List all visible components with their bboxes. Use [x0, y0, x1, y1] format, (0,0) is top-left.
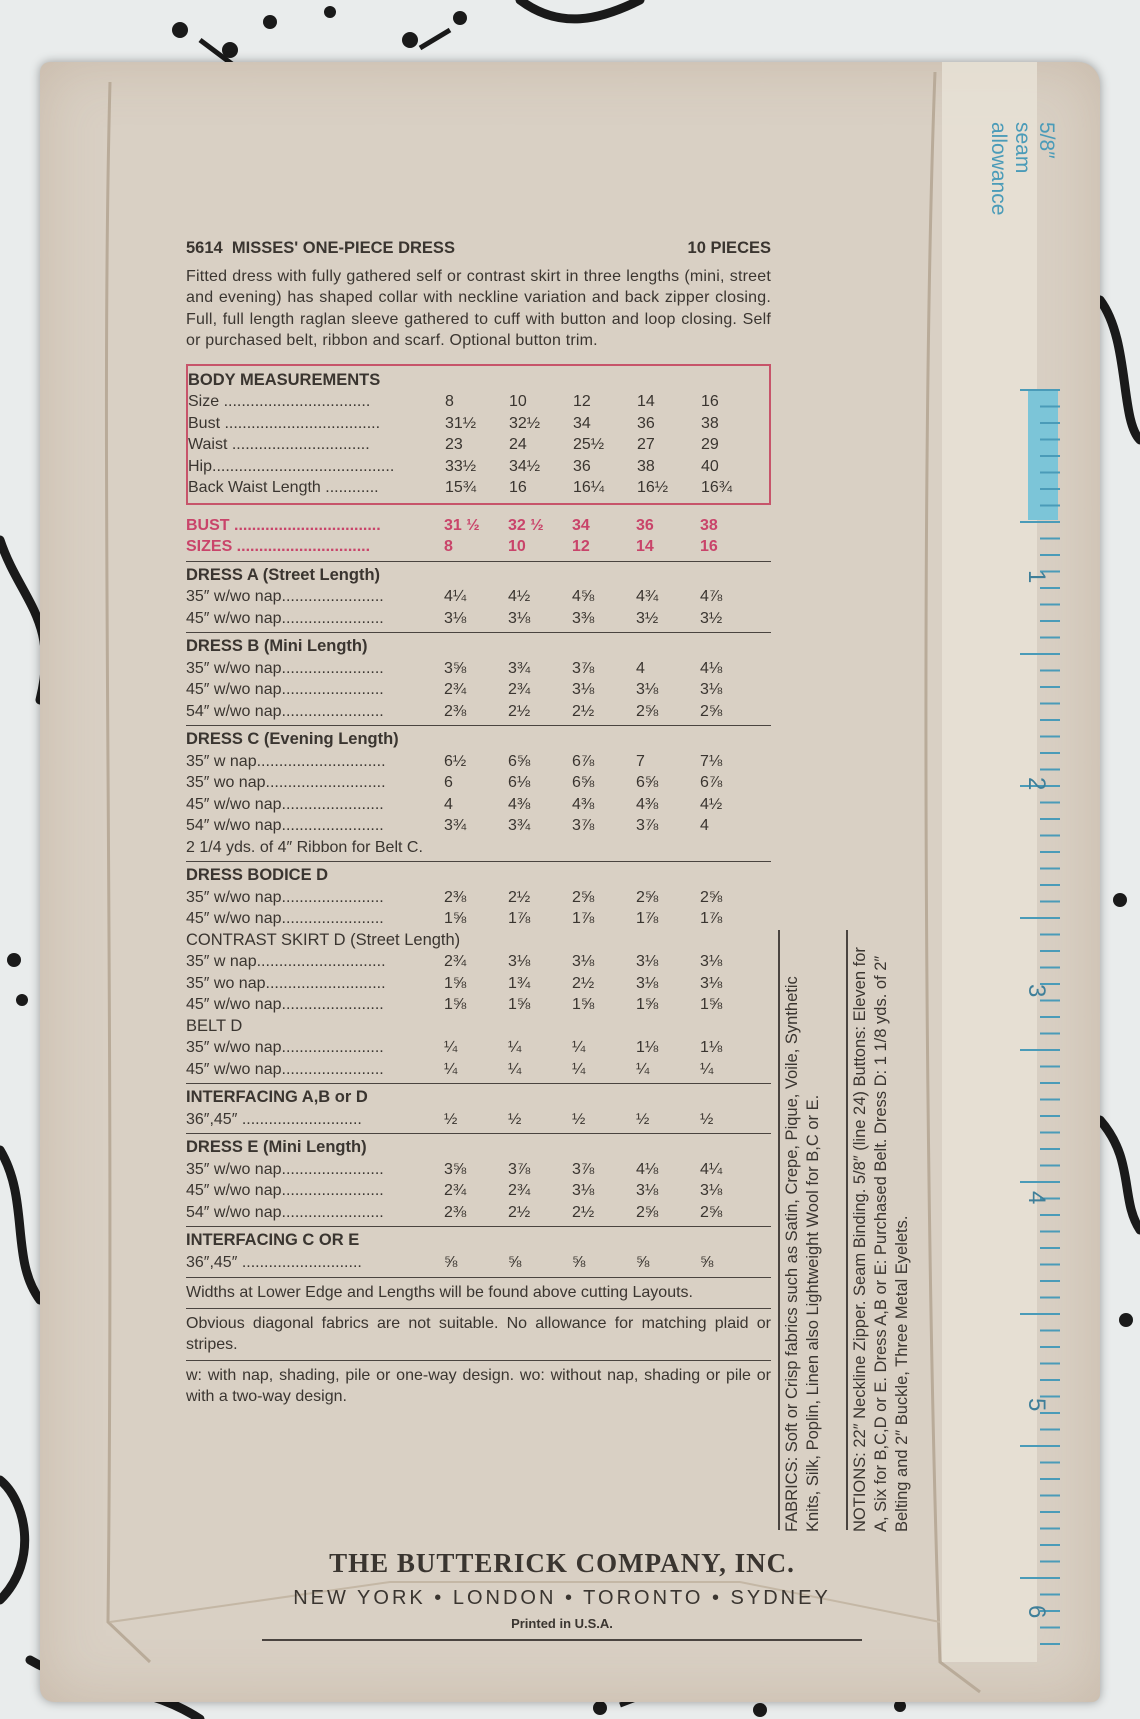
yardage-value: 3⅜	[572, 609, 595, 627]
yardage-value: 4½	[700, 795, 723, 813]
row-label: 35″ w/wo nap.......................	[186, 1160, 384, 1178]
section-extra-note: 2 1/4 yds. of 4″ Ribbon for Belt C.	[186, 838, 423, 856]
yardage-value: 33½	[445, 457, 477, 475]
ruler-inch-mark: 3	[1023, 984, 1050, 998]
ruler-inch-mark: 5	[1023, 1398, 1050, 1412]
yardage-value: 3⅛	[508, 953, 531, 970]
yardage-value: ¼	[508, 1039, 522, 1056]
body-measurements-title: BODY MEASUREMENTS	[188, 370, 381, 389]
yardage-value: 2⅜	[444, 888, 467, 906]
yardage-value: ¼	[444, 1039, 458, 1056]
yardage-value: 3⅞	[572, 659, 595, 677]
yardage-value: 3⅞	[572, 817, 595, 834]
yardage-row	[186, 658, 771, 680]
yardage-row	[186, 951, 771, 973]
yardage-value: 2½	[572, 974, 595, 992]
yardage-value: 2¾	[508, 1182, 531, 1199]
yardage-row	[186, 586, 771, 608]
yardage-value: 6½	[444, 752, 467, 770]
yardage-value: 2¾	[444, 681, 467, 698]
company-block	[262, 1548, 862, 1641]
yardage-value: 2⅝	[636, 702, 659, 720]
bust-sizes-block	[186, 515, 771, 558]
company-cities: NEW YORK • LONDON • TORONTO • SYDNEY	[293, 1587, 831, 1609]
row-label: 54″ w/wo nap.......................	[186, 1203, 384, 1221]
yardage-value: 23	[445, 436, 463, 453]
yardage-value: 1⅝	[444, 996, 467, 1013]
yardage-value: ⅝	[700, 1253, 714, 1271]
yardage-value: 1⅞	[508, 910, 531, 927]
yardage-value: 1⅞	[636, 910, 659, 927]
yardage-value: 4	[700, 817, 709, 834]
footnote: w: with nap, shading, pile or one-way design. wo: without nap, shading or pile or with a two-way design.	[186, 1360, 771, 1408]
yardage-value: 3⅛	[700, 1182, 723, 1199]
row-label: 35″ w/wo nap.......................	[186, 659, 384, 677]
yardage-value: ¼	[444, 1060, 458, 1078]
yardage-value: 32½	[509, 414, 541, 432]
yardage-value: 4	[636, 659, 645, 677]
yardage-value: 7⅛	[700, 752, 723, 770]
yardage-value: 1⅝	[444, 974, 467, 992]
size-value: 38	[700, 516, 718, 534]
row-label: Hip.........................................	[188, 457, 395, 475]
pattern-description: Fitted dress with fully gathered self or contrast skirt in three lengths (mini, street and evening) has shaped collar with neckline variation and back zipper closing. Full, full length raglan sleeve gathered to cuff with button and loop closing. Self or purchased belt, ribbon and scarf. Optional button trim.	[186, 267, 771, 349]
yardage-value: 2½	[508, 888, 531, 906]
yardage-section	[186, 1083, 771, 1130]
row-label: Size .................................	[188, 393, 371, 410]
pattern-pieces: 10 PIECES	[687, 239, 771, 257]
yardage-row	[186, 815, 771, 837]
pattern-number: 5614	[186, 239, 223, 257]
size-value: 10	[508, 538, 526, 555]
yardage-value: 4½	[508, 588, 531, 605]
ruler-inch-mark: 4	[1023, 1191, 1050, 1205]
yardage-row	[186, 973, 771, 995]
yardage-value: 4¾	[636, 588, 659, 605]
yardage-value: 3¾	[444, 817, 467, 834]
yardage-value: 2½	[572, 702, 595, 720]
yardage-value: 4¼	[444, 588, 467, 605]
yardage-row	[186, 772, 771, 794]
yardage-value: 6⅞	[572, 752, 595, 770]
measurement-row	[188, 477, 765, 499]
yardage-value: 6⅝	[572, 774, 595, 791]
yardage-value: 3⅞	[508, 1160, 531, 1178]
row-label: 36″,45″ ...........................	[186, 1110, 362, 1128]
row-label: 35″ w/wo nap.......................	[186, 888, 384, 906]
yardage-value: 1⅝	[508, 996, 531, 1013]
section-title: DRESS B (Mini Length)	[186, 637, 368, 655]
ruler-inch-mark: 2	[1023, 777, 1050, 791]
yardage-value: ⅝	[508, 1253, 522, 1271]
yardage-value: ½	[572, 1110, 586, 1128]
yardage-value: 2⅝	[700, 888, 723, 906]
yardage-value: ¼	[572, 1039, 586, 1056]
section-title: DRESS E (Mini Length)	[186, 1138, 367, 1156]
yardage-row	[186, 1202, 771, 1224]
yardage-value: 3⅝	[444, 1160, 467, 1178]
section-title: INTERFACING C OR E	[186, 1231, 360, 1249]
yardage-value: 1⅞	[572, 910, 595, 927]
yardage-value: 6⅝	[636, 774, 659, 791]
row-label: 45″ w/wo nap.......................	[186, 1182, 384, 1199]
yardage-value: 4⅛	[700, 659, 723, 677]
row-label: 45″ w/wo nap.......................	[186, 795, 384, 813]
yardage-value: 3⅞	[572, 1160, 595, 1178]
yardage-value: 1⅛	[700, 1039, 723, 1056]
yardage-value: 4	[444, 795, 453, 813]
size-value: 8	[444, 538, 453, 555]
yardage-value: 3⅛	[700, 681, 723, 698]
yardage-value: 36	[637, 414, 655, 432]
yardage-section	[186, 1133, 771, 1223]
sizes-row: SIZES .............................. 8 10 12 14 16	[186, 536, 771, 558]
yardage-value: ½	[700, 1110, 714, 1128]
yardage-value: 4⅜	[508, 795, 531, 813]
yardage-value: 4¼	[700, 1160, 723, 1178]
body-measurements-box	[186, 364, 771, 505]
yardage-value: 3⅛	[508, 609, 531, 627]
yardage-value: 38	[637, 457, 655, 475]
yardage-value: 1⅞	[700, 910, 723, 927]
fabrics-divider	[778, 930, 780, 1530]
yardage-value: ½	[508, 1110, 522, 1128]
yardage-value: 3⅛	[636, 681, 659, 698]
yardage-value: 31½	[445, 414, 477, 432]
yardage-row	[186, 1059, 771, 1081]
section-title: DRESS C (Evening Length)	[186, 730, 399, 748]
yardage-value: 8	[445, 393, 454, 410]
yardage-value: 16½	[637, 479, 669, 496]
yardage-value: 3⅛	[572, 953, 595, 970]
yardage-value: 40	[701, 457, 719, 475]
footnote: Obvious diagonal fabrics are not suitable. No allowance for matching plaid or stripes.	[186, 1308, 771, 1356]
row-label: 35″ w nap.............................	[186, 953, 386, 970]
yardage-row	[186, 1252, 771, 1274]
notions-text: NOTIONS: 22″ Neckline Zipper. Seam Binding. 5/8″ (line 24) Buttons: Eleven for A, Six for B,C,D or E. Dress A,B or E: Purchased Belt. Dress D: 1 1/8 yds. of 2″ Belting and 2″ Buckle, Three Metal Eyelets.	[851, 947, 911, 1532]
yardage-value: 34	[573, 414, 591, 432]
yardage-value: 6⅞	[700, 774, 723, 791]
yardage-value: 2¾	[444, 953, 467, 970]
yardage-value: 25½	[573, 436, 605, 453]
yardage-row	[186, 751, 771, 773]
size-value: 31 ½	[444, 516, 480, 534]
yardage-value: 16¼	[573, 479, 605, 496]
yardage-value: 3¾	[508, 817, 531, 834]
row-label: 45″ w/wo nap.......................	[186, 609, 384, 627]
yardage-value: ¼	[572, 1060, 586, 1078]
yardage-value: 12	[573, 393, 591, 410]
yardage-value: 3⅛	[636, 974, 659, 992]
yardage-value: 3⅛	[700, 974, 723, 992]
size-value: 32 ½	[508, 516, 544, 534]
section-title: INTERFACING A,B or D	[186, 1088, 368, 1106]
measurement-row	[188, 391, 765, 413]
size-value: 14	[636, 538, 654, 555]
row-label: 35″ w/wo nap.......................	[186, 1039, 384, 1056]
yardage-row	[186, 1159, 771, 1181]
yardage-value: 2½	[508, 1203, 531, 1221]
yardage-row	[186, 701, 771, 723]
row-label: 45″ w/wo nap.......................	[186, 681, 384, 698]
fabrics-text: FABRICS: Soft or Crisp fabrics such as Satin, Crepe, Pique, Voile, Synthetic Knits, Silk, Poplin, Linen also Lightweight Wool for B,C or E.	[783, 976, 822, 1532]
yardage-row	[186, 994, 771, 1016]
yardage-value: 1¾	[508, 974, 531, 992]
yardage-row	[186, 908, 771, 930]
row-label: 35″ w nap.............................	[186, 752, 386, 770]
yardage-value: 1⅝	[444, 910, 467, 927]
row-label: 45″ w/wo nap.......................	[186, 910, 384, 927]
yardage-value: 1⅝	[572, 996, 595, 1013]
yardage-value: ¼	[508, 1060, 522, 1078]
yardage-value: 3½	[700, 609, 723, 627]
yardage-value: 10	[509, 393, 527, 410]
size-value: 16	[700, 538, 718, 555]
yardage-value: 6⅛	[508, 774, 531, 791]
yardage-row	[186, 1180, 771, 1202]
yardage-value: 2⅝	[636, 1203, 659, 1221]
yardage-value: 24	[509, 436, 527, 453]
pattern-header	[186, 238, 771, 260]
seam-allowance-label: 5/8″ seam allowance	[987, 122, 1058, 216]
yardage-value: 1⅝	[700, 996, 723, 1013]
yardage-value: 2⅝	[636, 888, 659, 906]
yardage-value: 6	[444, 774, 453, 791]
yardage-value: 1⅝	[636, 996, 659, 1013]
yardage-value: 4⅞	[700, 588, 723, 605]
row-label: 35″ w/wo nap.......................	[186, 588, 384, 605]
row-label: Waist ...............................	[188, 436, 370, 453]
yardage-section	[186, 725, 771, 858]
yardage-value: 3⅛	[636, 1182, 659, 1199]
row-label: 36″,45″ ...........................	[186, 1253, 362, 1271]
yardage-value: ½	[636, 1110, 650, 1128]
yardage-value: 7	[636, 752, 645, 770]
yardage-value: 3⅛	[700, 953, 723, 970]
printed-in: Printed in U.S.A.	[511, 1616, 613, 1631]
size-value: 36	[636, 516, 654, 534]
yardage-value: 16	[701, 393, 719, 410]
yardage-value: ⅝	[444, 1253, 458, 1271]
yardage-value: ⅝	[572, 1253, 586, 1271]
yardage-value: 2¾	[508, 681, 531, 698]
yardage-row	[186, 679, 771, 701]
row-label: 54″ w/wo nap.......................	[186, 702, 384, 720]
measurement-row	[188, 434, 765, 456]
company-underline	[262, 1639, 862, 1641]
yardage-value: 29	[701, 436, 719, 453]
yardage-value: ¼	[636, 1060, 650, 1078]
size-value: 34	[572, 516, 590, 534]
subsection-title: BELT D	[186, 1016, 243, 1035]
yardage-section	[186, 1226, 771, 1273]
yardage-value: 4⅛	[636, 1160, 659, 1178]
yardage-section	[186, 561, 771, 630]
yardage-row	[186, 1037, 771, 1059]
yardage-value: ⅝	[636, 1253, 650, 1271]
company-name: THE BUTTERICK COMPANY, INC.	[329, 1548, 795, 1578]
yardage-value: 6⅝	[508, 752, 531, 770]
yardage-value: ½	[444, 1110, 458, 1128]
footnote: Widths at Lower Edge and Lengths will be found above cutting Layouts.	[186, 1277, 771, 1304]
yardage-value: 2⅝	[700, 1203, 723, 1221]
yardage-value: 1⅛	[636, 1039, 659, 1056]
measurement-row	[188, 413, 765, 435]
yardage-value: 3⅛	[572, 681, 595, 698]
row-label: Back Waist Length ............	[188, 479, 379, 496]
yardage-value: 34½	[509, 457, 541, 475]
yardage-value: ¼	[700, 1060, 714, 1078]
bust-row: BUST ................................. 31 ½ 32 ½ 34 36 38	[186, 515, 771, 537]
yardage-section	[186, 632, 771, 722]
seam-allowance-ruler	[1000, 60, 1100, 1700]
yardage-row	[186, 887, 771, 909]
subsection-title: CONTRAST SKIRT D (Street Length)	[186, 930, 461, 949]
yardage-value: 3⅛	[444, 609, 467, 627]
measurement-row	[188, 456, 765, 478]
yardage-value: 2½	[508, 702, 531, 720]
section-title: DRESS BODICE D	[186, 866, 329, 884]
yardage-value: 16	[509, 479, 527, 496]
row-label: Bust ...................................	[188, 414, 381, 432]
yardage-value: 38	[701, 414, 719, 432]
yardage-value: 14	[637, 393, 655, 410]
yardage-value: 3⅞	[636, 817, 659, 834]
row-label: 45″ w/wo nap.......................	[186, 1060, 384, 1078]
row-label: 35″ wo nap...........................	[186, 774, 386, 791]
yardage-value: 2¾	[444, 1182, 467, 1199]
row-label: 54″ w/wo nap.......................	[186, 817, 384, 834]
yardage-value: 2⅝	[700, 702, 723, 720]
yardage-value: 2⅜	[444, 702, 467, 720]
yardage-value: 3⅝	[444, 659, 467, 677]
yardage-value: 2⅝	[572, 888, 595, 906]
row-label: 45″ w/wo nap.......................	[186, 996, 384, 1013]
section-title: DRESS A (Street Length)	[186, 565, 381, 584]
yardage-value: 3⅛	[636, 953, 659, 970]
yardage-value: 3¾	[508, 659, 531, 677]
yardage-value: 27	[637, 436, 655, 453]
pattern-title: MISSES' ONE-PIECE DRESS	[231, 239, 455, 257]
yardage-value: 3½	[636, 609, 659, 627]
yardage-row	[186, 1109, 771, 1131]
yardage-value: 2⅜	[444, 1203, 467, 1221]
ruler-inch-mark: 6	[1023, 1605, 1050, 1619]
yardage-value: 3⅛	[572, 1182, 595, 1199]
yardage-value: 36	[573, 457, 591, 475]
notions-divider	[846, 930, 848, 1530]
ruler-inch-mark: 1	[1023, 570, 1050, 584]
size-value: 12	[572, 538, 590, 555]
yardage-value: 4⅝	[572, 588, 595, 605]
row-label: 35″ wo nap...........................	[186, 974, 386, 992]
yardage-value: 2½	[572, 1203, 595, 1221]
yardage-value: 16¾	[701, 479, 733, 496]
yardage-value: 4⅜	[572, 795, 595, 813]
yardage-value: 15¾	[445, 479, 477, 496]
yardage-section	[186, 861, 771, 1080]
yardage-row	[186, 608, 771, 630]
yardage-row	[186, 794, 771, 816]
yardage-value: 4⅜	[636, 795, 659, 813]
pattern-details	[186, 238, 771, 1408]
